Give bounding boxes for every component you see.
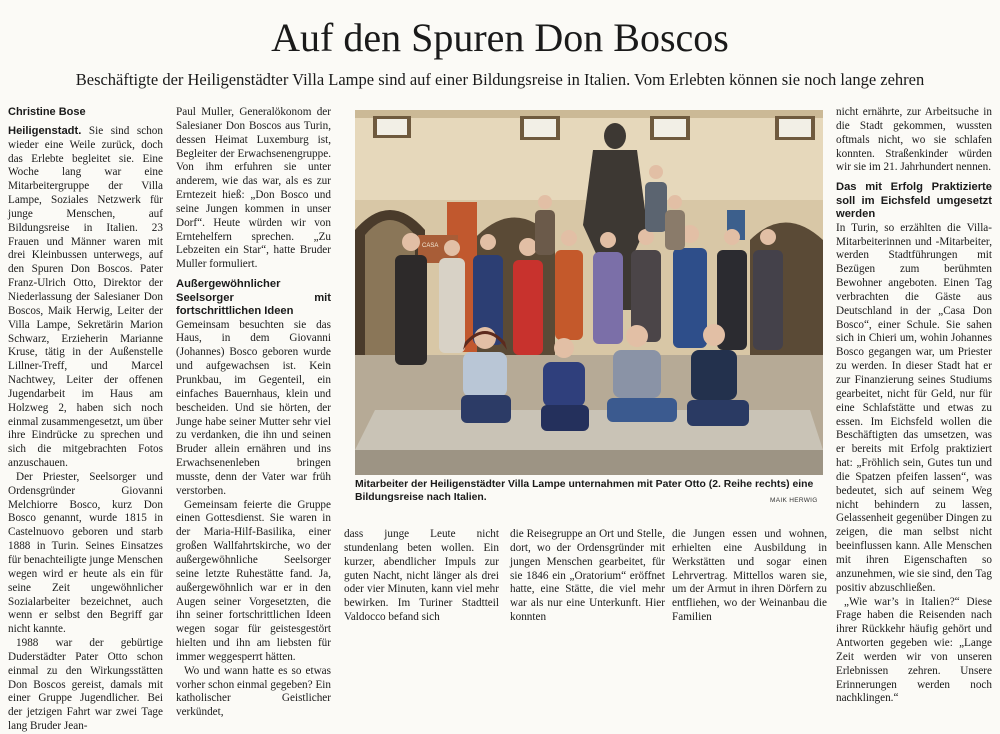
headline: Auf den Spuren Don Boscos [271,15,729,60]
article-column-3 [344,528,499,625]
article-column-4 [510,528,665,625]
paragraph: die Jungen essen und wohnen, erhielten eine Ausbildung in Werkstätten und sogar einen Lehrvertrag. Mittellos waren sie, um der Armut in ihren Dörfern zu entfliehen, wo der Weinanbau die Familien [672,528,827,624]
author-byline: Christine Bose [8,106,86,118]
paragraph: 1988 war der gebürtige Duderstädter Pater Otto schon einmal zu den Wirkungsstätten Don Boscos gereist, damals mit einer Gruppe Jugendlicher. Bei der jetzigen Fahrt war zwei Tage lang Bruder Jean- [8,637,163,733]
article-column-6 [836,106,992,706]
paragraph: Der Priester, Seelsorger und Ordensgründer Giovanni Melchiorre Bosco, kurz Don Bosco genannt, wurde 1815 in Castelnuovo geboren und starb 1888 in Turin. Seines Einsatzes für benachteiligte junge Menschen wegen wird er heute als ein für seine Zeit ungewöhnlicher Sozialarbeiter bezeichnet, auch wenn er selbst den Begriff gar nicht kannte. [8,470,164,636]
article-column-5 [672,528,827,625]
intertitle: Außergewöhnlicher Seelsorger mit fortschrittlichen Ideen [176,278,331,318]
subheadline: Beschäftigte der Heiligenstädter Villa Lampe sind auf einer Bildungsreise in Italien. Vom Erlebten können sie noch lange zehren [75,70,925,89]
paragraph: Gemeinsam besuchten sie das Haus, in dem Giovanni (Johannes) Bosco geboren wurde und aufgewachsen ist. Kein Prunkbau, im Gegenteil, ein einfaches Bauernhaus, klein und bescheiden. Und sie hörten, der Junge habe seiner Mutter sehr viel zu verdanken, die ihn und seinen Bruder allein ernähren und ins Erwachsenenleben bringen musste, denn der Vater war früh verstorben. [176,318,331,497]
paragraph-text: Sie sind schon wieder eine Weile zurück, doch das Erlebte begleitet sie. Eine Woche lang war eine Mitarbeitergruppe der Villa Lampe, Soziales Netzwerk für junge Menschen, auf Bildungsreise in Italien. 23 Frauen und Männer waren mit drei Kleinbussen unterwegs, auf den Spuren Don Boscos. Pater Franz-Ulrich Otto, Direktor der Niederlassung der Salesianer Don Boscos, Maik Herwig, Leiter der Villa Lampe, Sekretärin Marion Schwarz, Erzieherin Marianne Kruse, tätig in der Außenstelle Lillner-Treff, und Marcel Nachtwey, Leiter der offenen Jugendarbeit im Haus am Holzweg 2, haben sich noch einmal zusammengesetzt, um über ihre Eindrücke zu sprechen und sich die mitgebrachten Fotos anzuschauen. [8,124,163,470]
article-column-2 [176,106,331,720]
paragraph: Wo und wann hatte es so etwas vorher schon einmal gegeben? Ein katholischer Geistlicher verkündet, [176,664,331,719]
paragraph: dass junge Leute nicht stundenlang beten wollen. Ein kurzer, abendlicher Impuls zur guten Nacht, nicht länger als drei oder vier Minuten, kann viel mehr bewirken. Im Turiner Stadtteil Valdocco befand sich [344,528,499,624]
paragraph: nicht ernährte, zur Arbeitsuche in die Stadt gekommen, wussten oftmals nicht, wo sie schlafen konnten. Straßenkinder würden wir sie im 21. Jahrhundert nennen. [836,106,992,174]
casa-sign: CASA [422,243,439,249]
paragraph: In Turin, so erzählten die Villa-Mitarbeiterinnen und -Mitarbeiter, werden Stadtführungen mit Bezügen zum berühmten Bewohner angeboten. Einen Tag verbrachten die Gäste aus Deutschland in der „Casa Don Bosco“, einer Schule. Sie sahen sich in Chieri um, wohin Johannes Bosco gegangen war, um Priester zu werden. In dieser Stadt hat er zur Finanzierung seines Studiums gearbeitet, nicht für Geld, nur für eine Schlafstätte und etwas zu essen. Im Eichsfeld wollen die Beschäftigten das umsetzen, was er bereits mit Erfolg praktiziert hat: „Fröhlich sein, Gutes tun und die Spatzen pfeifen lassen“, was bedeutet, sich auf seinem Weg nicht behindern zu lassen, Gelassenheit gegenüber Dingen zu zeigen, die man selbst nicht beeinflussen kann. Alle Menschen mit ihren Eigenschaften so anzunehmen, wie sie sind, den Tag positiv abzuschließen. [836,221,992,594]
paragraph: „Wie war’s in Italien?“ Diese Frage haben die Reisenden nach ihrer Rückkehr häufig gehört und Antworten gegeben wie: „Lange Zeit werden wir von unseren Erlebnissen zehren. Unsere Erinnerungen werden noch nachklingen.“ [836,595,992,705]
lead-paragraph [8,125,163,471]
article-column-1 [8,106,163,734]
photo-caption: Mitarbeiter der Heiligenstädter Villa Lampe unternahmen mit Pater Otto (2. Reihe rechts) eine Bildungsreise nach Italien. [355,479,814,503]
intertitle: Das mit Erfolg Praktizierte soll im Eichsfeld umgesetzt werden [836,181,992,221]
dateline: Heiligenstadt. [8,124,82,137]
paragraph: Gemeinsam feierte die Gruppe einen Gottesdienst. Sie waren in der Maria-Hilf-Basilika, einer großen Wallfahrtskirche, wo der außergewöhnliche Seelsorger seine letzte Ruhestätte fand. Ja, außergewöhnlich war er in den Augen seiner Vorgesetzten, die ihn seiner fortschrittlichen Ideen wegen sogar für geistesgestört hielten und ihn am liebsten für immer weggesperrt hätten. [176,498,331,663]
group-photo [355,110,823,475]
photo-credit: MAIK HERWIG [770,497,818,504]
paragraph: die Reisegruppe an Ort und Stelle, dort, wo der Ordensgründer mit jungen Menschen gearbeitet, für sie 1846 ein „Oratorium“ eröffnet hatte, eine Stätte, die viel mehr war als nur eine Unterkunft. Hier konnten [510,528,665,624]
paragraph: Paul Muller, Generalökonom der Salesianer Don Boscos aus Turin, dessen Heimat Luxemburg ist, Begleiter der Erwachsenengruppe. Von ihm erfuhren sie unter anderem, wie das war, als es zur Erntezeit hieß: „Don Bosco und seine Jungen kommen in unser Dorf“. Heute würden wir von Erntehelfern sprechen. „Zu Lebzeiten ein Star“, hatte Bruder Muller formuliert. [176,106,331,271]
